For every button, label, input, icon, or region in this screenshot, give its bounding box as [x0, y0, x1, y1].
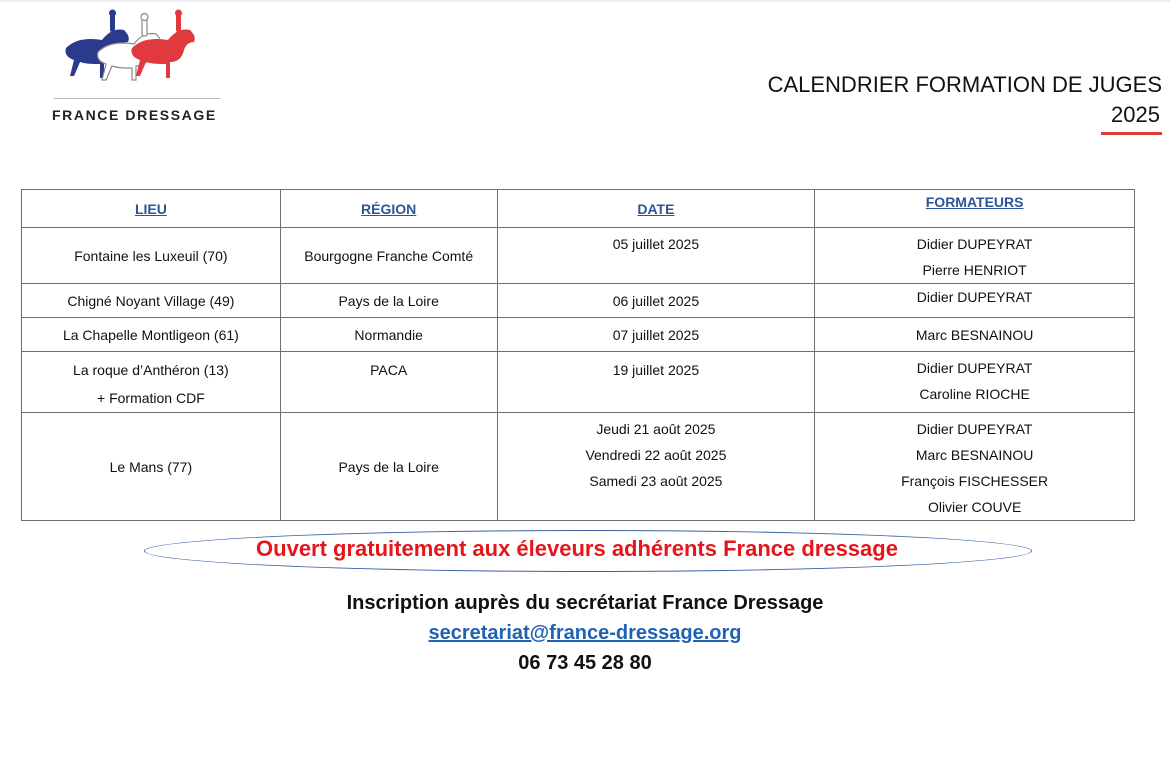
cell-lieu: La Chapelle Montligeon (61)	[22, 318, 281, 352]
cell-lieu: Fontaine les Luxeuil (70)	[22, 228, 281, 284]
table-row	[22, 228, 1135, 284]
table-row	[22, 318, 1135, 352]
col-header-lieu: LIEU	[22, 190, 281, 228]
logo-divider	[54, 98, 220, 99]
table-row	[22, 352, 1135, 413]
page-title	[768, 70, 1162, 135]
cell-region: PACA	[280, 352, 497, 413]
table-row	[22, 284, 1135, 318]
cell-region: Normandie	[280, 318, 497, 352]
inscription-text: Inscription auprès du secrétariat France Dressage	[346, 592, 824, 614]
free-access-banner: Ouvert gratuitement aux éleveurs adhérents France dressage	[256, 536, 898, 561]
phone-number: 06 73 45 28 80	[518, 652, 652, 674]
cell-region: Pays de la Loire	[280, 284, 497, 318]
cell-date: Jeudi 21 août 2025 Vendredi 22 août 2025 Samedi 23 août 2025	[497, 413, 815, 521]
cell-formateurs: Didier DUPEYRAT Marc BESNAINOU François FISCHESSER Olivier COUVE	[815, 413, 1135, 521]
cell-formateurs: Marc BESNAINOU	[815, 318, 1135, 352]
col-header-date: DATE	[497, 190, 815, 228]
table-header-row	[22, 190, 1135, 228]
title-year: 2025	[1101, 100, 1162, 135]
horses-logo-icon	[58, 8, 208, 88]
top-rule	[0, 0, 1170, 2]
cell-region: Pays de la Loire	[280, 413, 497, 521]
cell-lieu: Chigné Noyant Village (49)	[22, 284, 281, 318]
cell-date: 05 juillet 2025	[497, 228, 815, 284]
table-row	[22, 413, 1135, 521]
email-link[interactable]: secretariat@france-dressage.org	[428, 622, 742, 644]
cell-date: 19 juillet 2025	[497, 352, 815, 413]
cell-formateurs: Didier DUPEYRAT Caroline RIOCHE	[815, 352, 1135, 413]
cell-formateurs: Didier DUPEYRAT	[815, 284, 1135, 318]
email-line	[0, 622, 1170, 645]
france-dressage-logo	[48, 8, 228, 123]
cell-date: 07 juillet 2025	[497, 318, 815, 352]
cell-lieu: La roque d’Anthéron (13) + Formation CDF	[22, 352, 281, 413]
cell-formateurs: Didier DUPEYRAT Pierre HENRIOT	[815, 228, 1135, 284]
cell-lieu: Le Mans (77)	[22, 413, 281, 521]
title-line-1: CALENDRIER FORMATION DE JUGES	[767, 72, 1162, 97]
col-header-formateurs: FORMATEURS	[815, 190, 1135, 228]
col-header-region: RÉGION	[280, 190, 497, 228]
cell-region: Bourgogne Franche Comté	[280, 228, 497, 284]
logo-wordmark: FRANCE DRESSAGE	[52, 107, 217, 123]
calendar-table	[21, 189, 1135, 521]
cell-date: 06 juillet 2025	[497, 284, 815, 318]
